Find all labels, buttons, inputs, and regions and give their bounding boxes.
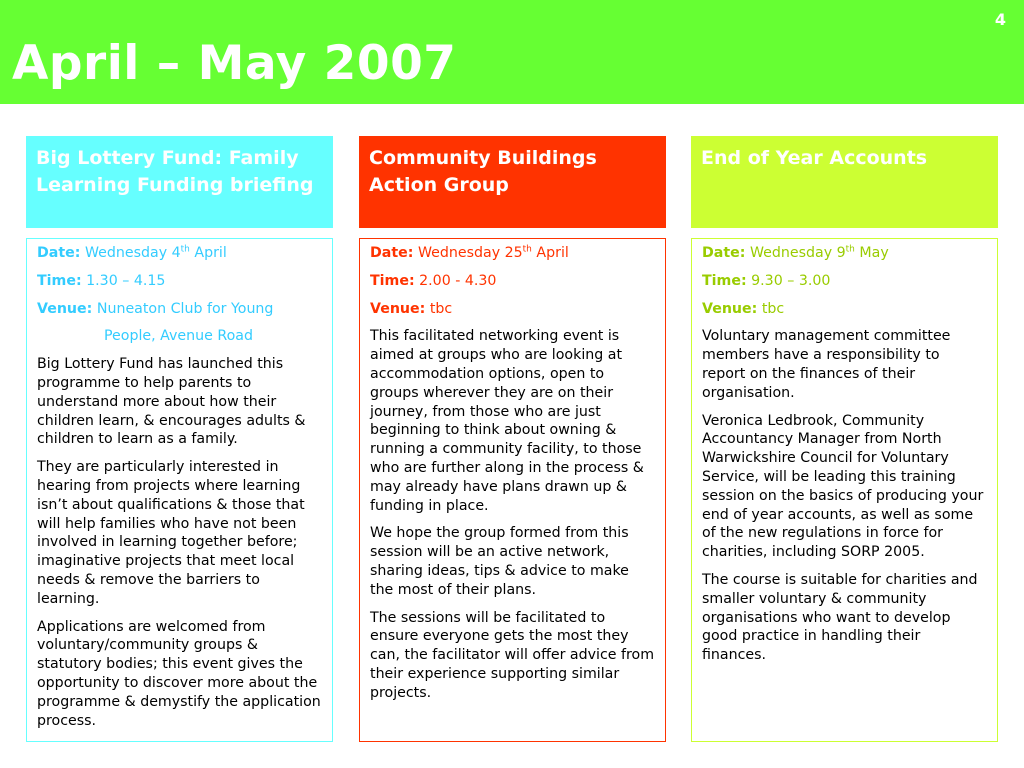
venue-label: Venue: (37, 300, 93, 317)
description-paragraph: They are particularly interested in hearing from projects where learning isn’t about qualifications & those that will help families who have not been involved in learning together before; imaginative projects that meet local needs & remove the barriers to learning. (37, 459, 305, 607)
description-paragraph: Applications are welcomed from voluntary/community groups & statutory bodies; this event gives the opportunity to discover more about the programme & demystify the application process. (37, 618, 321, 729)
date-suffix: th (180, 244, 190, 255)
time-label: Time: (702, 272, 747, 289)
venue-label: Venue: (370, 300, 426, 317)
event-details-big-lottery (26, 238, 333, 742)
venue-value: tbc (761, 300, 785, 317)
date-month: April (531, 245, 569, 261)
time-value: 1.30 – 4.15 (86, 272, 166, 289)
venue-value: tbc (429, 300, 453, 317)
description-paragraph: The sessions will be facilitated to ensure everyone gets the most they can, the facilitator will offer advice from their experience supporting similar projects. (370, 609, 655, 701)
slide-number: 4 (994, 10, 1006, 29)
venue-line (37, 300, 322, 319)
venue-line-2 (37, 327, 322, 346)
date-value: Wednesday 4 (84, 245, 181, 261)
date-value: Wednesday 9 (749, 245, 846, 261)
date-line (37, 244, 322, 263)
time-value: 9.30 – 3.00 (751, 272, 831, 289)
time-value: 2.00 - 4.30 (419, 272, 497, 289)
time-line (702, 272, 987, 291)
date-value: Wednesday 25 (417, 245, 523, 261)
event-header-community-buildings: Community Buildings Action Group (359, 136, 666, 228)
date-month: May (854, 245, 889, 261)
page-title: April – May 2007 (12, 36, 457, 91)
time-label: Time: (370, 272, 415, 289)
date-label: Date: (37, 245, 81, 261)
venue-line (702, 300, 987, 319)
description-paragraph: Big Lottery Fund has launched this programme to help parents to understand more about how their children learn, & encourages adults & children to learn as a family. (37, 356, 306, 448)
event-header-end-of-year-accounts: End of Year Accounts (691, 136, 998, 228)
date-label: Date: (370, 245, 414, 261)
venue-value-2: People, Avenue Road (104, 328, 253, 345)
venue-label: Venue: (702, 300, 758, 317)
description-paragraph: Voluntary management committee members have a responsibility to report on the finances of their organisation. (702, 328, 951, 401)
date-line (370, 244, 655, 263)
date-suffix: th (522, 244, 532, 255)
description-paragraph: We hope the group formed from this session will be an active network, sharing ideas, tips & advice to make the most of their plans. (370, 525, 629, 598)
venue-value: Nuneaton Club for Young (96, 300, 274, 317)
time-line (370, 272, 655, 291)
event-details-community-buildings (359, 238, 666, 742)
title-banner (0, 0, 1024, 104)
description-paragraph: Veronica Ledbrook, Community Accountancy Manager from North Warwickshire Council for Voluntary Service, will be leading this training session on the basics of producing your end of year accounts, as well as some of the new regulations in force for charities, including SORP 2005. (702, 412, 984, 561)
description-paragraph: This facilitated networking event is aimed at groups who are looking at accommodation options, open to groups wherever they are on their journey, from those who are just beginning to think about owning & running a community facility, to those who are further along in the process & may already have plans drawn up & funding in place. (370, 328, 644, 514)
date-month: April (189, 245, 227, 261)
time-label: Time: (37, 272, 82, 289)
date-line (702, 244, 987, 263)
venue-line (370, 300, 655, 319)
event-header-big-lottery: Big Lottery Fund: Family Learning Funding briefing (26, 136, 333, 228)
time-line (37, 272, 322, 291)
date-suffix: th (845, 244, 855, 255)
description-paragraph: The course is suitable for charities and smaller voluntary & community organisations who want to develop good practice in handling their finances. (702, 571, 978, 664)
event-details-end-of-year-accounts (691, 238, 998, 742)
date-label: Date: (702, 245, 746, 261)
